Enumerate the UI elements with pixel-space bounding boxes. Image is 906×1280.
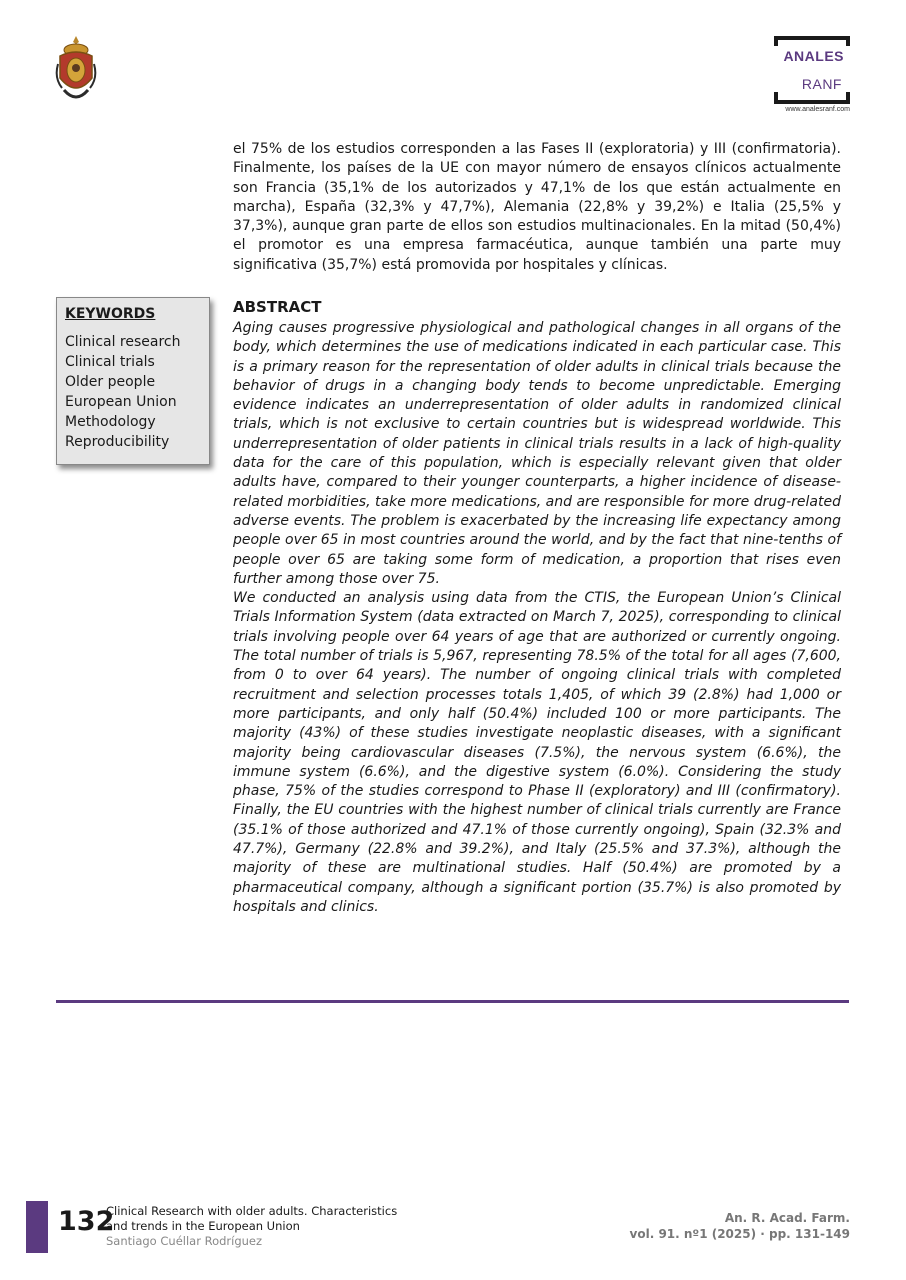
footer-article-title-line1: Clinical Research with older adults. Characteristics <box>106 1204 398 1218</box>
academy-crest-icon <box>54 34 98 106</box>
footer-volume: vol. 91. nº1 (2025) · pp. 131-149 <box>629 1227 850 1241</box>
footer-accent-bar <box>26 1201 48 1253</box>
section-divider <box>56 1000 849 1003</box>
logo-bracket-top <box>774 36 850 46</box>
logo-bracket-bottom <box>774 92 850 104</box>
keywords-title: KEYWORDS <box>65 306 156 322</box>
footer-article-title-line2: and trends in the European Union <box>106 1219 300 1233</box>
abstract-heading: ABSTRACT <box>233 298 322 316</box>
spanish-summary-paragraph: el 75% de los estudios corresponden a las Fases II (exploratoria) y III (confirmatoria). Finalmente, los países de la UE con mayor número de ensayos clínicos actualmente son Francia (35,1% de los autorizados y 47,1% de los que están actualmente en marcha), España (32,3% y 47,7%), Alemania (22,8% y 39,2%) e Italia (25,5% y 37,3%), aunque gran parte de ellos son estudios multinacionales. En la mitad (50,4%) el promotor es una empresa farmacéutica, aunque también una parte muy significativa (35,7%) está promovida por hospitales y clínicas. <box>233 141 841 273</box>
footer-journal: An. R. Acad. Farm. <box>724 1211 850 1225</box>
keyword-item: Methodology <box>65 414 156 430</box>
footer-article-info <box>106 1204 397 1249</box>
keyword-item: Reproducibility <box>65 434 170 450</box>
logo-title: ANALES <box>783 48 844 64</box>
keyword-item: Older people <box>65 374 156 390</box>
journal-logo <box>738 36 852 120</box>
keyword-item: Clinical trials <box>65 354 155 370</box>
footer-author: Santiago Cuéllar Rodríguez <box>106 1234 263 1248</box>
abstract-body <box>233 319 841 917</box>
keyword-item: European Union <box>65 394 177 410</box>
abstract-paragraph: Aging causes progressive physiological and pathological changes in all organs of the body, which determines the use of medications indicated in each particular case. This is a primary reason for the representation of older adults in clinical trials because the behavior of drugs in a changing body tends to become unpredictable. Emerging evidence indicates an underrepresentation of older adults in randomized clinical trials, which is not exclusive to certain countries but is widespread worldwide. This underrepresentation of older patients in clinical trials results in a lack of high-quality data for the care of this population, which is especially relevant given that older adults have, compared to their younger counterparts, a higher incidence of disease-related morbidities, take more medications, and are responsible for more drug-related adverse events. The problem is exacerbated by the increasing life expectancy among people over 65 in most countries around the world, and by the fact that nine-tenths of people over 65 are taking some form of medication, a proportion that rises even further among those over 75. <box>233 320 841 587</box>
logo-url[interactable]: www.analesranf.com <box>785 106 850 113</box>
footer-journal-info <box>630 1210 850 1242</box>
abstract-paragraph: We conducted an analysis using data from the CTIS, the European Union’s Clinical Trials Information System (data extracted on March 7, 2025), corresponding to clinical trials involving people over 64 years of age that are authorized or currently ongoing. The total number of trials is 5,967, representing 78.5% of the total for all ages (7,600, from 0 to over 64 years). The number of ongoing clinical trials with completed recruitment and selection processes totals 1,405, of which 39 (2.8%) had 1,000 or more participants, and only half (50.4%) included 100 or more participants. The majority (43%) of these studies investigate neoplastic diseases, with a significant majority being cardiovascular diseases (7.5%), the nervous system (6.6%), the immune system (6.6%), and the digestive system (6.0%). Considering the study phase, 75% of the studies correspond to Phase II (exploratory) and III (confirmatory). Finally, the EU countries with the highest number of clinical trials currently are France (35.1% of those authorized and 47.1% of those currently ongoing), Spain (32.3% and 47.7%), Germany (22.8% and 39.2%), and Italy (25.5% and 37.3%), although the majority of these are multinational studies. Half (50.4%) are promoted by a pharmaceutical company, although a significant portion (35.7%) is also promoted by hospitals and clinics. <box>233 590 841 915</box>
keywords-box <box>56 297 210 465</box>
page-number: 132 <box>58 1206 115 1237</box>
keyword-item: Clinical research <box>65 334 181 350</box>
logo-subtitle: RANF <box>801 76 842 92</box>
